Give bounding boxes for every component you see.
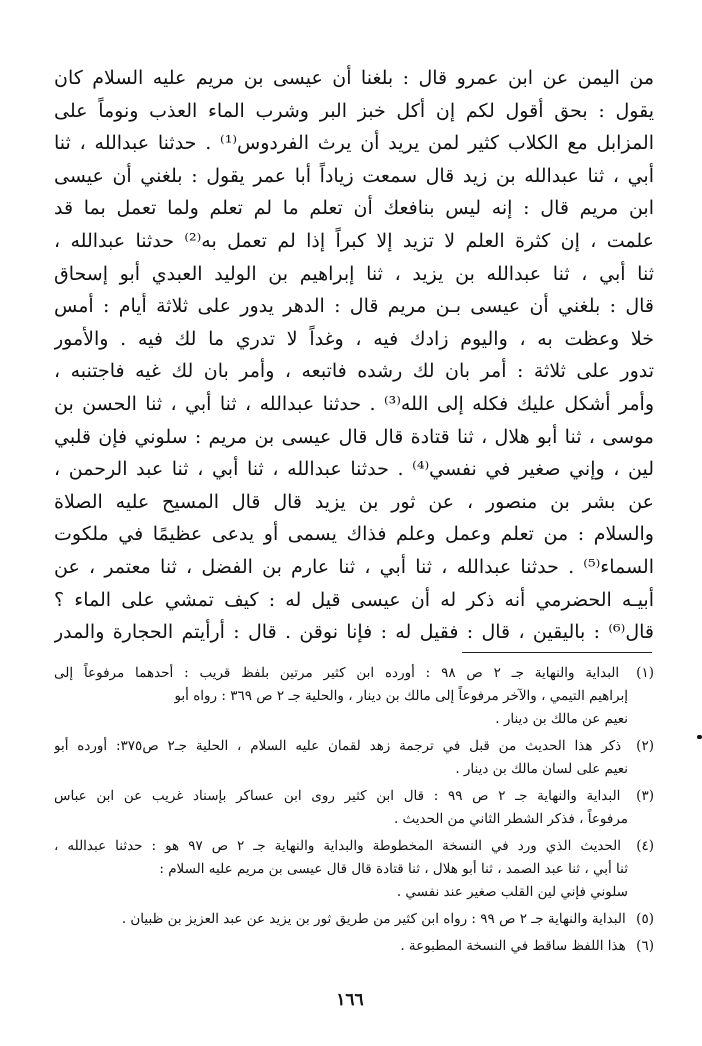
text-line: ابن مريم قال : إنه ليس بنافعك أن تعلم ما لم تعلم ولما تعمل بما قد — [54, 197, 654, 220]
text-line: موسى ، ثنا أبو هلال ، ثنا قتادة قال قال عيسى بن مريم : سلوني فإن قلبي — [54, 425, 654, 448]
footnote-line — [54, 662, 654, 685]
text-line: ثنا أبي ، ثنا عبدالله بن يزيد ، ثنا إبراهيم بن الوليد العبدي أبو إسحاق — [54, 262, 654, 285]
text-line: السماء⁽⁵⁾ . حدثنا عبدالله ، ثنا أبي ، ثنا عارم بن الفضل ، ثنا معتمر ، عن — [54, 555, 654, 578]
footnote-divider — [462, 652, 652, 653]
footnote-line — [54, 908, 654, 931]
footnote-text: هذا اللفظ ساقط في النسخة المطبوعة . — [400, 938, 626, 954]
footnote-number: (٣) — [636, 788, 654, 804]
text-line: خلا وعظت به ، واليوم زادك فيه ، وغداً لا تدري ما لك فيه . والأمور — [54, 327, 654, 350]
text-line: قال⁽⁶⁾ : باليقين ، قال : فقيل له : فإنا نوقن . قال : أرأيتم الحجارة والمدر — [54, 621, 654, 644]
footnote-text: البداية والنهاية جـ ٢ ص ٩٩ : رواه ابن كثير من طريق ثور بن يزيد عن عبد العزيز بن ظبيان . — [121, 911, 626, 927]
footnote-line: مرفوعاً ، فذكر الشطر الثاني من الحديث . — [393, 811, 628, 827]
footnote-text: البداية والنهاية جـ ٢ ص ٩٨ : أورده ابن كثير مرتين بلفظ قريب : أحدهما مرفوعاً إلى — [54, 665, 620, 681]
footnote — [54, 662, 654, 731]
footnote-line: نعيم عن مالك بن دينار . — [495, 711, 628, 727]
text-line: من اليمن عن ابن عمرو قال : بلغنا أن عيسى بن مريم عليه السلام كان — [54, 67, 654, 89]
text-line: علمت ، إن كثرة العلم لا تزيد إلا كبراً إذا لم تعمل به⁽²⁾ حدثنا عبدالله ، — [54, 229, 654, 252]
text-line: أبيـه الحضرمي أنه ذكر له أن عيسى قيل له : كيف تمشي على الماء ؟ — [54, 588, 654, 611]
footnote-line: ثنا أبي ، ثنا عبد الصمد ، ثنا أبو هلال ، ثنا قتادة قال قال عيسى بن مريم عليه السلام : — [159, 861, 628, 877]
footnote-text: البداية والنهاية جـ ٢ ص ٩٩ : قال ابن كثير روى ابن عساكر بإسناد غريب عن ابن عباس — [54, 788, 621, 804]
footnote-text: الحديث الذي ورد في النسخة المخطوطة والبداية والنهاية جـ ٢ ص ٩٧ هو : حدثنا عبدالله ، — [54, 838, 621, 854]
footnote — [54, 835, 654, 904]
footnote — [54, 908, 654, 931]
footnotes — [54, 662, 654, 962]
footnote-line — [54, 785, 654, 808]
text-line: تدور على ثلاثة : أمر بان لك رشده فاتبعه ، وأمر بان لك غيه فاجتنبه ، — [54, 360, 654, 383]
footnote — [54, 785, 654, 831]
text-line: أبي ، ثنا عبدالله بن زيد قال سمعت زياداً أبا عمر يقول : بلغني أن عيسى — [54, 164, 654, 187]
footnote-number: (١) — [636, 665, 654, 681]
footnote-line — [54, 835, 654, 858]
text-line: لين ، وإني صغير في نفسي⁽⁴⁾ . حدثنا عبدالله ، ثنا أبي ، ثنا عبد الرحمن ، — [54, 458, 654, 481]
footnote-line — [54, 935, 654, 958]
margin-mark — [697, 735, 702, 739]
text-line: يقول : بحق أقول لكم إن أكل خبز البر وشرب الماء العذب ونوماً على — [54, 99, 654, 122]
footnote-line: إبراهيم التيمي ، والآخر مرفوعاً إلى مالك بن دينار ، والحلية جـ ٢ ص ٣٦٩ : رواه أبو — [174, 688, 628, 704]
footnote-line — [54, 735, 654, 758]
text-line: المزابل مع الكلاب كثير لمن يريد أن يرث الفردوس⁽¹⁾ . حدثنا عبدالله ، ثنا — [54, 132, 654, 155]
footnote-number: (٥) — [636, 911, 654, 927]
footnote-line: سلوني فإني لين القلب صغير عند نفسي . — [396, 884, 628, 900]
footnote — [54, 935, 654, 958]
footnote-number: (٢) — [636, 738, 654, 754]
page-body — [54, 62, 654, 649]
text-line: قال : بلغني أن عيسى بـن مريم قال : الدهر يدور على ثلاثة أيام : أمس — [54, 295, 654, 318]
main-text — [54, 62, 654, 649]
footnote-text: ذكر هذا الحديث من قبل في ترجمة زهد لقمان عليه السلام ، الحلية جـ٢ ص٣٧٥: أورده أبو — [54, 738, 622, 754]
text-line: والسلام : من تعلم وعمل وعلم فذاك يسمى أو يدعى عظيمًا في ملكوت — [54, 523, 654, 546]
footnote-number: (٦) — [636, 938, 654, 954]
footnote-number: (٤) — [636, 838, 654, 854]
text-line: وأمر أشكل عليك فكله إلى الله⁽³⁾ . حدثنا عبدالله ، ثنا أبي ، ثنا الحسن بن — [54, 392, 654, 415]
footnote-line: نعيم على لسان مالك بن دينار . — [455, 761, 628, 777]
text-line: عن بشر بن منصور ، عن ثور بن يزيد قال قال المسيح عليه الصلاة — [54, 490, 654, 513]
footnote — [54, 735, 654, 781]
page-number: ١٦٦ — [336, 990, 364, 1010]
